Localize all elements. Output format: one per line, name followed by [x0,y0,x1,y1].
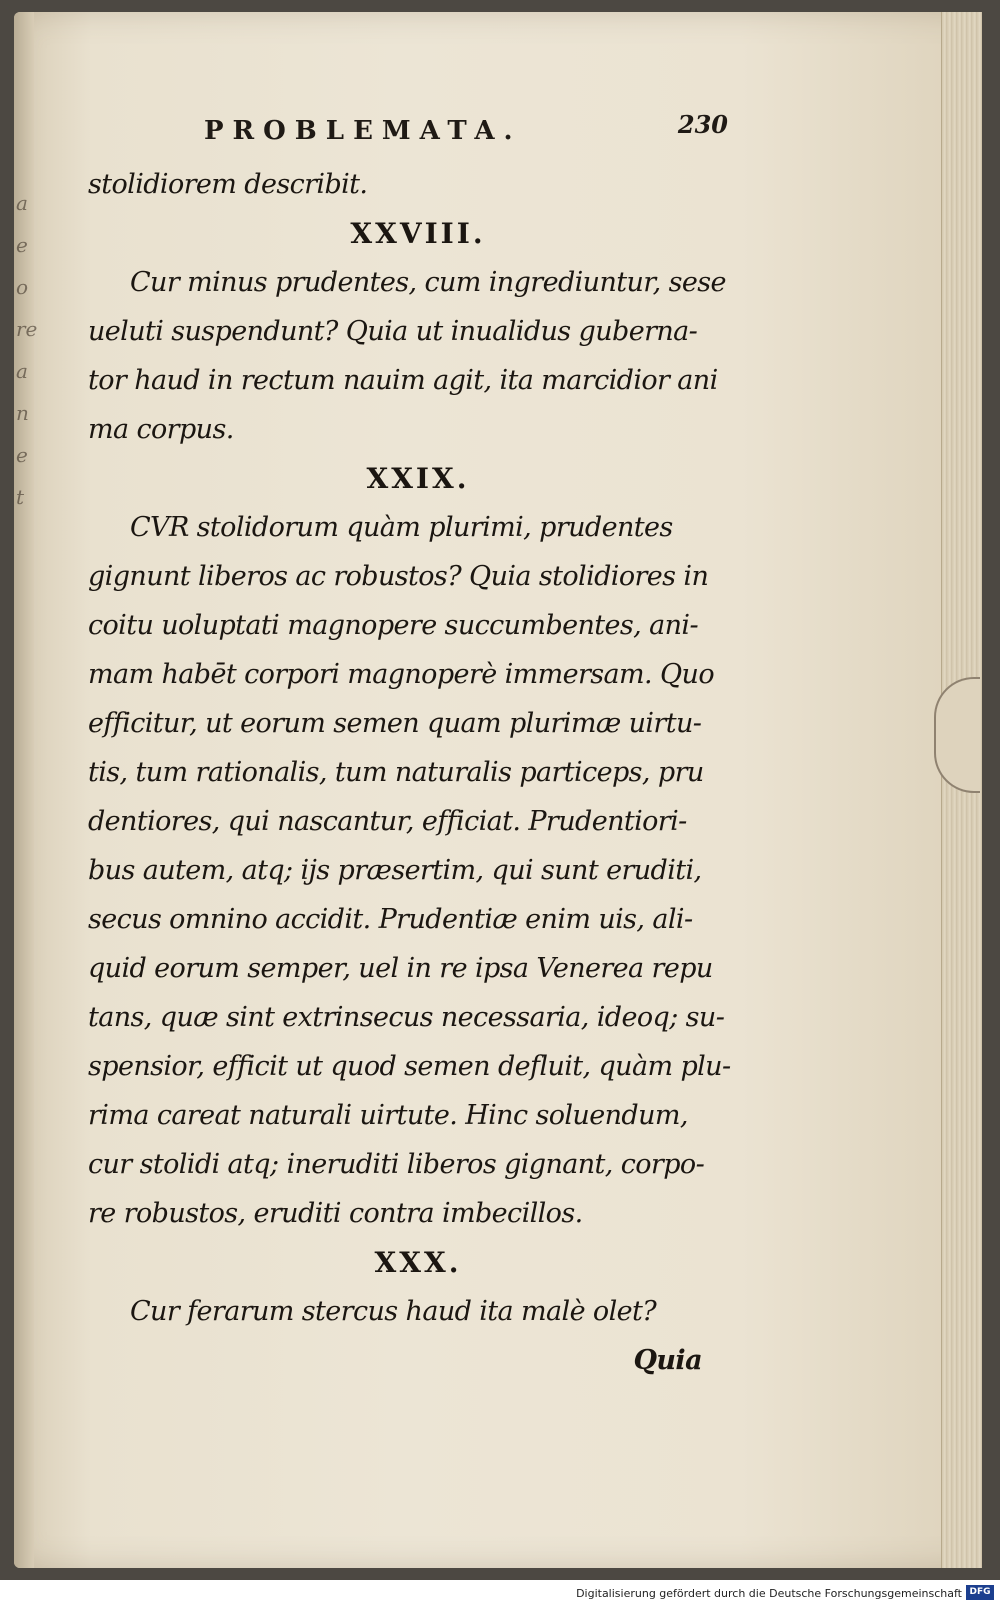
bleed-letter: a [16,359,28,383]
body-text [88,160,731,1385]
text-line: ma corpus. [88,414,234,445]
bleed-letter: e [16,233,28,257]
page-number: 230 [677,110,728,139]
text-line: dentiores, qui nascantur, efficiat. Prudentiori- [88,806,687,837]
text-line: tans, quæ sint extrinsecus necessaria, ideoq; su- [88,1002,725,1033]
catchword: Quia [633,1345,702,1376]
text-line: ueluti suspendunt? Quia ut inualidus guberna- [88,316,698,347]
problem-number: XXVIII. [350,217,486,250]
running-head: PROBLEMATA. [204,116,522,146]
text-line: tor haud in rectum nauim agit, ita marcidior ani [88,365,718,396]
text-line: coitu uoluptati magnopere succumbentes, ani- [88,610,698,641]
bleed-letter: e [16,443,28,467]
text-line: re robustos, eruditi contra imbecillos. [88,1198,583,1229]
text-line: secus omnino accidit. Prudentiæ enim uis, ali- [88,904,693,935]
problem-number: XXX. [374,1246,462,1279]
bleed-letter: t [16,485,25,509]
text-line: Cur ferarum stercus haud ita malè olet? [130,1296,657,1327]
text-line: Cur minus prudentes, cum ingrediuntur, sese [130,267,726,298]
text-line: quid eorum semper, uel in re ipsa Venerea repu [88,953,713,984]
bleed-letter: a [16,191,28,215]
text-line: rima careat naturali uirtute. Hinc soluendum, [88,1100,688,1131]
page-tab-marker [934,677,980,793]
text-line: mam habēt corpori magnoperè immersam. Quo [88,659,714,690]
text-line: cur stolidi atq; ineruditi liberos gignant, corpo- [88,1149,705,1180]
dfg-logo: DFG [966,1585,994,1600]
page-header [204,110,734,156]
bleed-letter: n [16,401,29,425]
digitization-credit: Digitalisierung gefördert durch die Deutsche Forschungsgemeinschaft [576,1587,962,1600]
text-line: gignunt liberos ac robustos? Quia stolidiores in [88,561,709,592]
footer-bar [0,1580,1000,1607]
text-line: bus autem, atq; ijs præsertim, qui sunt eruditi, [88,855,702,886]
text-line: spensior, efficit ut quod semen defluit, quàm plu- [88,1051,731,1082]
text-line: stolidiorem describit. [88,169,368,200]
bleed-letter: o [16,275,29,299]
bleed-letter: re [16,317,38,341]
text-line: efficitur, ut eorum semen quam plurimæ uirtu- [88,708,702,739]
text-line: tis, tum rationalis, tum naturalis particeps, pru [88,757,704,788]
text-line: CVR stolidorum quàm plurimi, prudentes [130,512,673,543]
facing-page-bleed [16,182,38,518]
problem-number: XXIX. [366,462,470,495]
